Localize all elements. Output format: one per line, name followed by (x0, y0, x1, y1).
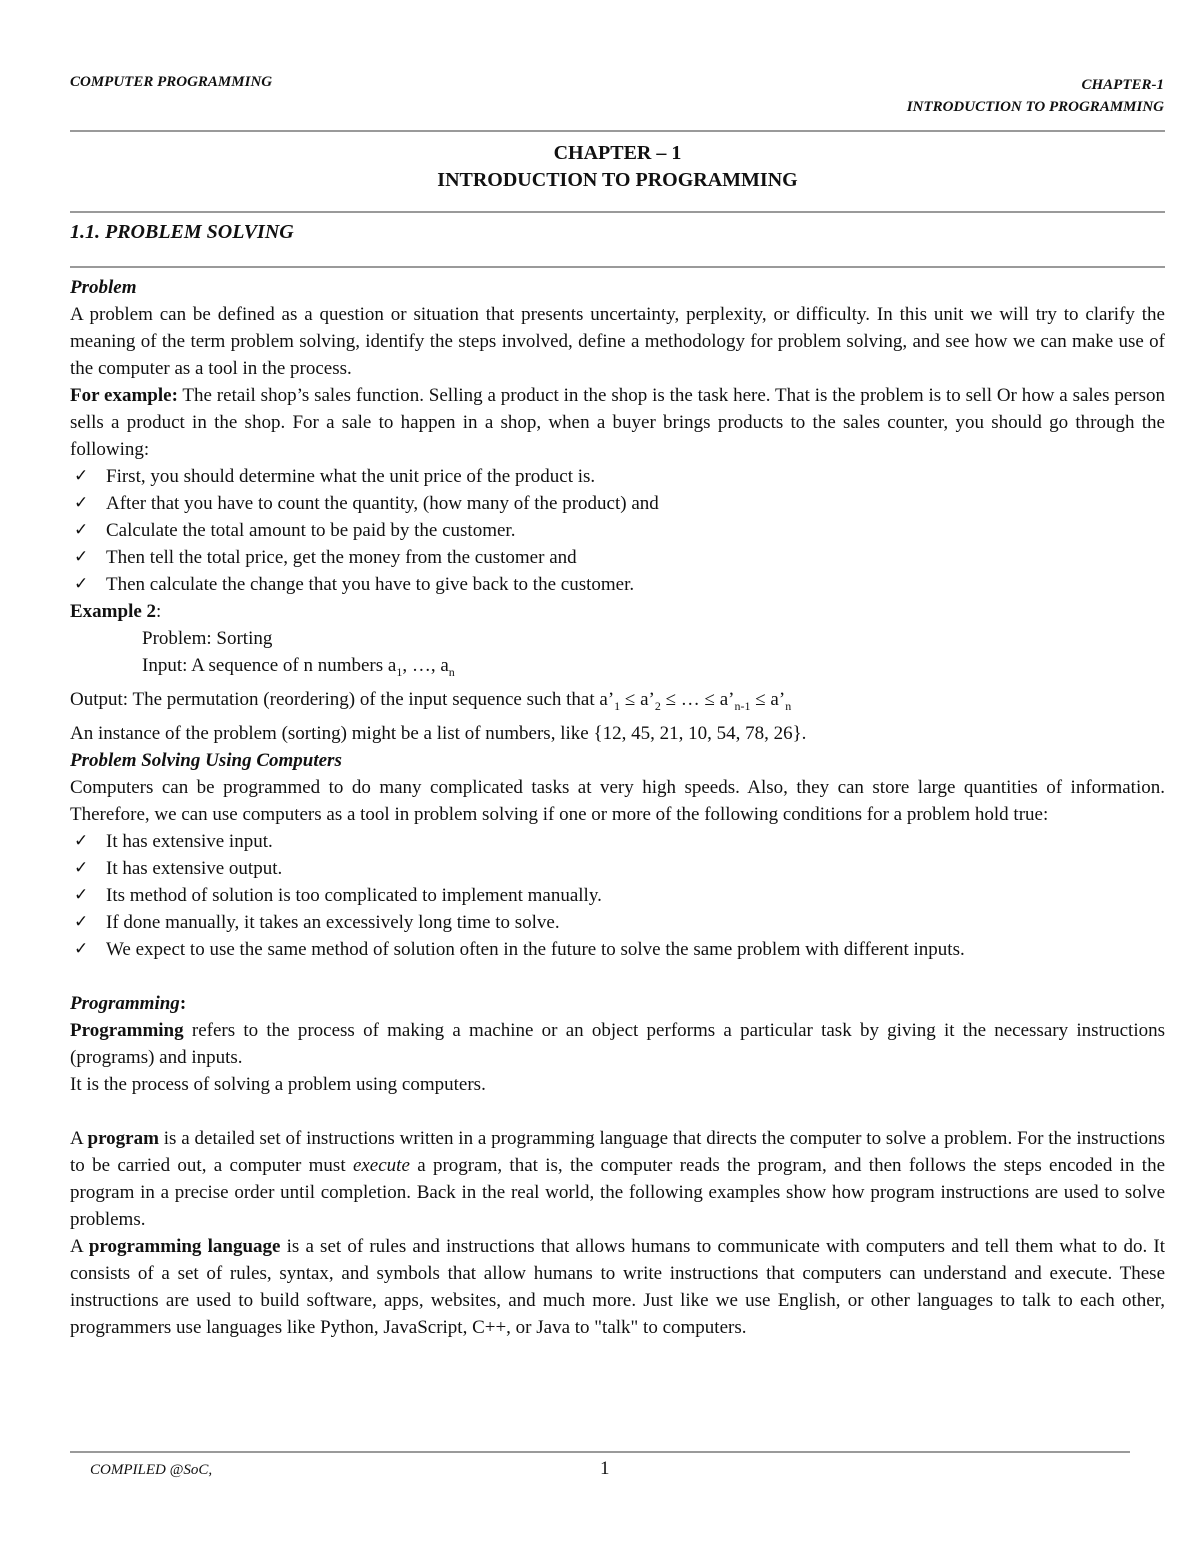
list-item: ✓ We expect to use the same method of solution often in the future to solve the same problem with different inputs. (70, 936, 1165, 963)
title-divider (70, 211, 1165, 213)
check-icon: ✓ (74, 938, 89, 959)
example2-input: Input: A sequence of n numbers $a_1$, …, $a_n$ (142, 655, 455, 679)
example2-output: Output: The permutation (reordering) of the input sequence such that $a’_1$ ≤ $a’_2$ ≤ … ≤ $a’_{n-1}$ ≤ $a’_n$ (70, 688, 792, 713)
list-item: ✓ It has extensive input. (70, 828, 1165, 855)
check-icon: ✓ (74, 493, 89, 513)
example-label: For example: (70, 385, 178, 406)
conditions-list (70, 828, 1165, 963)
check-icon: ✓ (74, 466, 89, 486)
example2-problem: Problem: Sorting (142, 628, 273, 649)
list-item: ✓ After that you have to count the quantity, (how many of the product) and (70, 490, 1165, 517)
list-item: ✓ If done manually, it takes an excessively long time to solve. (70, 909, 1165, 936)
page-number: 1 (600, 1458, 610, 1479)
check-icon: ✓ (74, 547, 89, 567)
running-header-right (907, 74, 1164, 118)
check-icon: ✓ (74, 911, 89, 932)
sales-steps-list (70, 463, 1165, 598)
list-item: ✓ It has extensive output. (70, 855, 1165, 882)
header-chapter-title: INTRODUCTION TO PROGRAMMING (906, 99, 1164, 115)
list-item: ✓ Then calculate the change that you have to give back to the customer. (70, 571, 1165, 598)
document-body (70, 274, 1165, 1341)
section-title: 1.1. PROBLEM SOLVING (70, 221, 294, 243)
header-divider (70, 130, 1165, 132)
programming-heading: Programming: (70, 992, 187, 1014)
problem-paragraph: A problem can be defined as a question or situation that presents uncertainty, perplexity, or difficulty. In this unit we will try to clarify the meaning of the term problem solving, identify the steps involved, define a methodology for problem solving, and see how we can make use of the computer as a tool in the process. (70, 304, 1165, 379)
example-paragraph (70, 382, 1165, 463)
list-item: ✓ First, you should determine what the unit price of the product is. (70, 463, 1165, 490)
list-item: ✓ Calculate the total amount to be paid by the customer. (70, 517, 1165, 544)
chapter-name: INTRODUCTION TO PROGRAMMING (437, 169, 798, 191)
chapter-number: CHAPTER – 1 (553, 142, 682, 164)
programming-definition: Programming refers to the process of making a machine or an object performs a particular task by giving it the necessary instructions (programs) and inputs. (70, 1019, 1165, 1068)
footer-divider (70, 1451, 1130, 1453)
check-icon: ✓ (74, 574, 89, 594)
programming-process: It is the process of solving a problem using computers. (70, 1073, 486, 1095)
section-divider (70, 266, 1165, 268)
problem-heading: Problem (70, 277, 137, 298)
running-header-left: COMPUTER PROGRAMMING (70, 74, 273, 90)
list-item: ✓ Then tell the total price, get the money from the customer and (70, 544, 1165, 571)
chapter-title (70, 140, 1165, 194)
list-item: ✓ Its method of solution is too complicated to implement manually. (70, 882, 1165, 909)
example2-instance: An instance of the problem (sorting) might be a list of numbers, like {12, 45, 21, 10, 54, 78, 26}. (70, 722, 807, 744)
check-icon: ✓ (74, 857, 89, 878)
computers-heading: Problem Solving Using Computers (70, 749, 342, 771)
footer-compiled: COMPILED @SoC, (90, 1462, 213, 1478)
check-icon: ✓ (74, 830, 89, 851)
programming-language-paragraph: A programming language is a set of rules and instructions that allows humans to communicate with computers and tell them what to do. It consists of a set of rules, syntax, and symbols that allow humans to write instructions that computers can understand and execute. These instructions are used to build software, apps, websites, and much more. Just like we use English, or other languages to talk to each other, programmers use languages like Python, JavaScript, C++, or Java to "talk" to computers. (70, 1235, 1165, 1338)
example-text: The retail shop’s sales function. Selling a product in the shop is the task here. That is the problem is to sell Or how a sales person sells a product in the shop. For a sale to happen in a shop, when a buyer brings products to the sales counter, you should go through the following: (70, 385, 1166, 460)
check-icon: ✓ (74, 884, 89, 905)
program-paragraph: A program is a detailed set of instructions written in a programming language that directs the computer to solve a problem. For the instructions to be carried out, a computer must execute a program, that is, the computer reads the program, and then follows the steps encoded in the program in a precise order until completion. Back in the real world, the following examples show how program instructions are used to solve problems. (70, 1127, 1166, 1230)
check-icon: ✓ (74, 520, 89, 540)
computers-paragraph: Computers can be programmed to do many complicated tasks at very high speeds. Also, they can store large quantities of information. Therefore, we can use computers as a tool in problem solving if one or more of the following conditions for a problem hold true: (70, 776, 1165, 825)
example2-heading: Example 2: (70, 601, 162, 622)
header-chapter: CHAPTER-1 (1081, 77, 1164, 93)
